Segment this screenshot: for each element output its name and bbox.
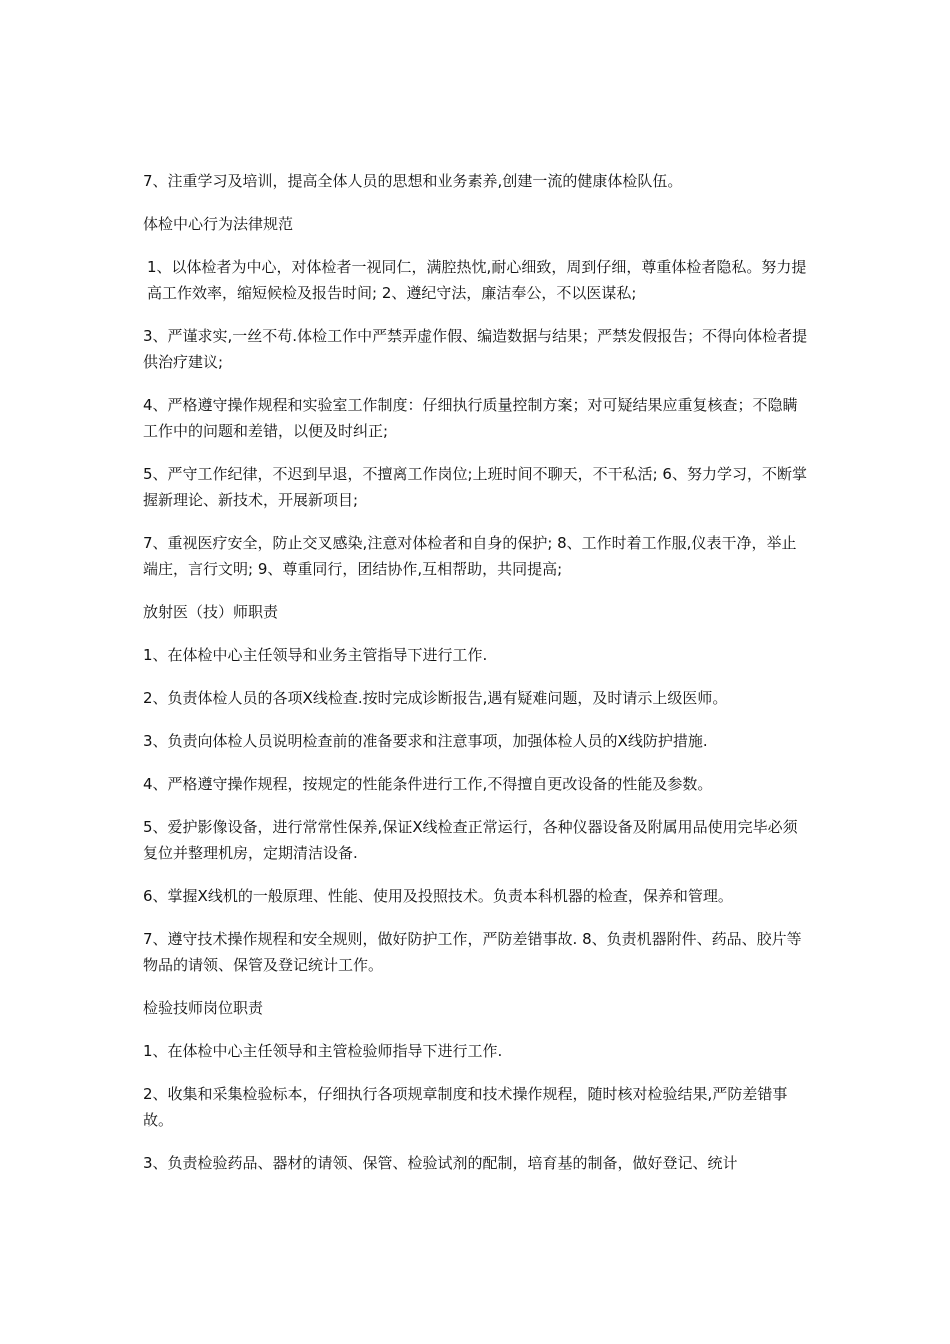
paragraph-lab-3: 3、负责检验药品、器材的请领、保管、检验试剂的配制，培育基的制备，做好登记、统计: [143, 1154, 738, 1172]
paragraph-conduct-5: 5、严守工作纪律，不迟到早退，不擅离工作岗位;上班时间不聊天，不干私活; 6、努力学习，不断掌握新理论、新技术，开展新项目;: [143, 465, 807, 509]
paragraph-lab-1: 1、在体检中心主任领导和主管检验师指导下进行工作.: [143, 1042, 503, 1060]
paragraph-conduct-1: 1、以体检者为中心，对体检者一视同仁，满腔热忱,耐心细致，周到仔细，尊重体检者隐私。努力提高工作效率，缩短候检及报告时间; 2、遵纪守法，廉洁奉公，不以医谋私;: [147, 258, 807, 302]
section-heading-lab: 检验技师岗位职责: [143, 999, 264, 1017]
paragraph-radiology-4: 4、严格遵守操作规程，按规定的性能条件进行工作,不得擅自更改设备的性能及参数。: [143, 775, 713, 793]
paragraph-radiology-1: 1、在体检中心主任领导和业务主管指导下进行工作.: [143, 646, 488, 664]
paragraph-radiology-5: 5、爱护影像设备，进行常常性保养,保证X线检查正常运行，各种仪器设备及附属用品使用完毕必须复位并整理机房，定期清洁设备.: [143, 818, 798, 862]
paragraph-radiology-2: 2、负责体检人员的各项X线检查.按时完成诊断报告,遇有疑难问题，及时请示上级医师。: [143, 689, 728, 707]
paragraph-radiology-7: 7、遵守技术操作规程和安全规则，做好防护工作，严防差错事故. 8、负责机器附件、药品、胶片等物品的请领、保管及登记统计工作。: [143, 930, 802, 974]
section-heading-radiology: 放射医（技）师职责: [143, 603, 279, 621]
paragraph-conduct-3: 3、严谨求实,一丝不苟.体检工作中严禁弄虚作假、编造数据与结果；严禁发假报告；不得向体检者提供治疗建议;: [143, 327, 808, 371]
paragraph-radiology-3: 3、负责向体检人员说明检查前的准备要求和注意事项，加强体检人员的X线防护措施.: [143, 732, 708, 750]
paragraph-study-training: 7、注重学习及培训，提高全体人员的思想和业务素养,创建一流的健康体检队伍。: [143, 172, 683, 190]
paragraph-radiology-6: 6、掌握X线机的一般原理、性能、使用及投照技术。负责本科机器的检查，保养和管理。: [143, 887, 733, 905]
paragraph-conduct-7: 7、重视医疗安全，防止交叉感染,注意对体检者和自身的保护; 8、工作时着工作服,仪表干净，举止端庄，言行文明; 9、尊重同行，团结协作,互相帮助，共同提高;: [143, 534, 797, 578]
document-body: [143, 168, 811, 1193]
paragraph-lab-2: 2、收集和采集检验标本，仔细执行各项规章制度和技术操作规程，随时核对检验结果,严防差错事故。: [143, 1085, 788, 1129]
paragraph-conduct-4: 4、严格遵守操作规程和实验室工作制度：仔细执行质量控制方案；对可疑结果应重复核查；不隐瞒工作中的问题和差错，以便及时纠正;: [143, 396, 798, 440]
section-heading-conduct: 体检中心行为法律规范: [143, 215, 294, 233]
